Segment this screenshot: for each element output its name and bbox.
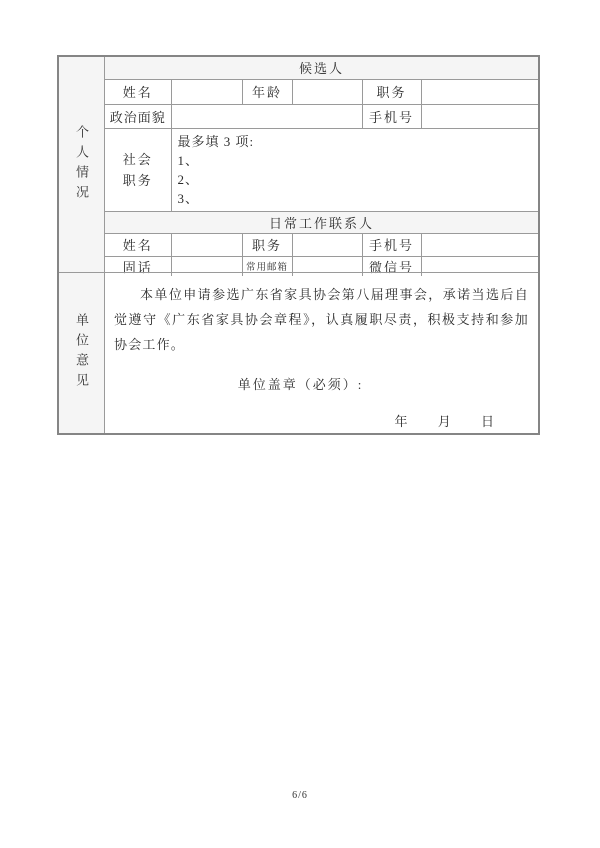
political-status-value-cell bbox=[171, 104, 362, 128]
social-duty-item-3: 3、 bbox=[177, 190, 200, 206]
contact-duty-value-cell bbox=[292, 233, 362, 256]
candidate-duty-label-cell: 职务 bbox=[362, 79, 421, 104]
date-line bbox=[105, 411, 538, 430]
personal-info-side-label: 个人情况 bbox=[74, 124, 89, 205]
candidate-name-value-cell bbox=[171, 79, 242, 104]
contact-name-label-cell: 姓名 bbox=[105, 233, 171, 256]
social-duty-label: 社会职务 bbox=[122, 151, 153, 188]
application-form-table bbox=[57, 55, 540, 435]
contact-mobile-value-cell bbox=[421, 233, 538, 256]
candidate-mobile-value-cell bbox=[421, 104, 538, 128]
social-duty-item-2: 2、 bbox=[177, 171, 200, 187]
social-duty-content-cell bbox=[171, 128, 538, 211]
contact-duty-label-cell: 职务 bbox=[242, 233, 292, 256]
candidate-header-cell: 候选人 bbox=[105, 57, 538, 79]
contact-landline-label-cell: 固话 bbox=[105, 256, 171, 276]
social-duty-label-cell bbox=[105, 128, 171, 211]
candidate-age-value-cell bbox=[292, 79, 362, 104]
political-status-label-cell: 政治面貌 bbox=[105, 104, 171, 128]
candidate-mobile-label-cell: 手机号 bbox=[362, 104, 421, 128]
page-number: 6/6 bbox=[292, 790, 308, 801]
candidate-duty-value-cell bbox=[421, 79, 538, 104]
contact-name-value-cell bbox=[171, 233, 242, 256]
unit-opinion-side-label-cell bbox=[59, 273, 105, 433]
contact-mobile-label-cell: 手机号 bbox=[362, 233, 421, 256]
candidate-age-label-cell: 年龄 bbox=[242, 79, 292, 104]
contact-wechat-label-cell: 微信号 bbox=[362, 256, 421, 276]
social-duty-item-1: 1、 bbox=[177, 152, 200, 168]
personal-info-grid bbox=[105, 57, 538, 276]
year-label: 年 bbox=[394, 414, 408, 429]
unit-opinion-content-cell bbox=[105, 273, 538, 433]
unit-opinion-section bbox=[59, 272, 538, 433]
contact-header-cell: 日常工作联系人 bbox=[105, 211, 538, 233]
social-duty-hint: 最多填 3 项: bbox=[177, 133, 255, 149]
contact-email-label-cell: 常用邮箱 bbox=[242, 256, 292, 276]
personal-info-side-label-cell bbox=[59, 57, 105, 272]
candidate-name-label-cell: 姓名 bbox=[105, 79, 171, 104]
personal-info-section bbox=[59, 57, 538, 275]
unit-opinion-statement: 本单位申请参选广东省家具协会第八届理事会，承诺当选后自觉遵守《广东省家具协会章程》，认真履职尽责，积极支持和参加协会工作。 bbox=[114, 287, 529, 352]
unit-seal-label: 单位盖章（必须）: bbox=[237, 377, 364, 392]
month-label: 月 bbox=[437, 414, 451, 429]
day-label: 日 bbox=[480, 414, 494, 429]
unit-opinion-side-label: 单位意见 bbox=[74, 313, 89, 393]
